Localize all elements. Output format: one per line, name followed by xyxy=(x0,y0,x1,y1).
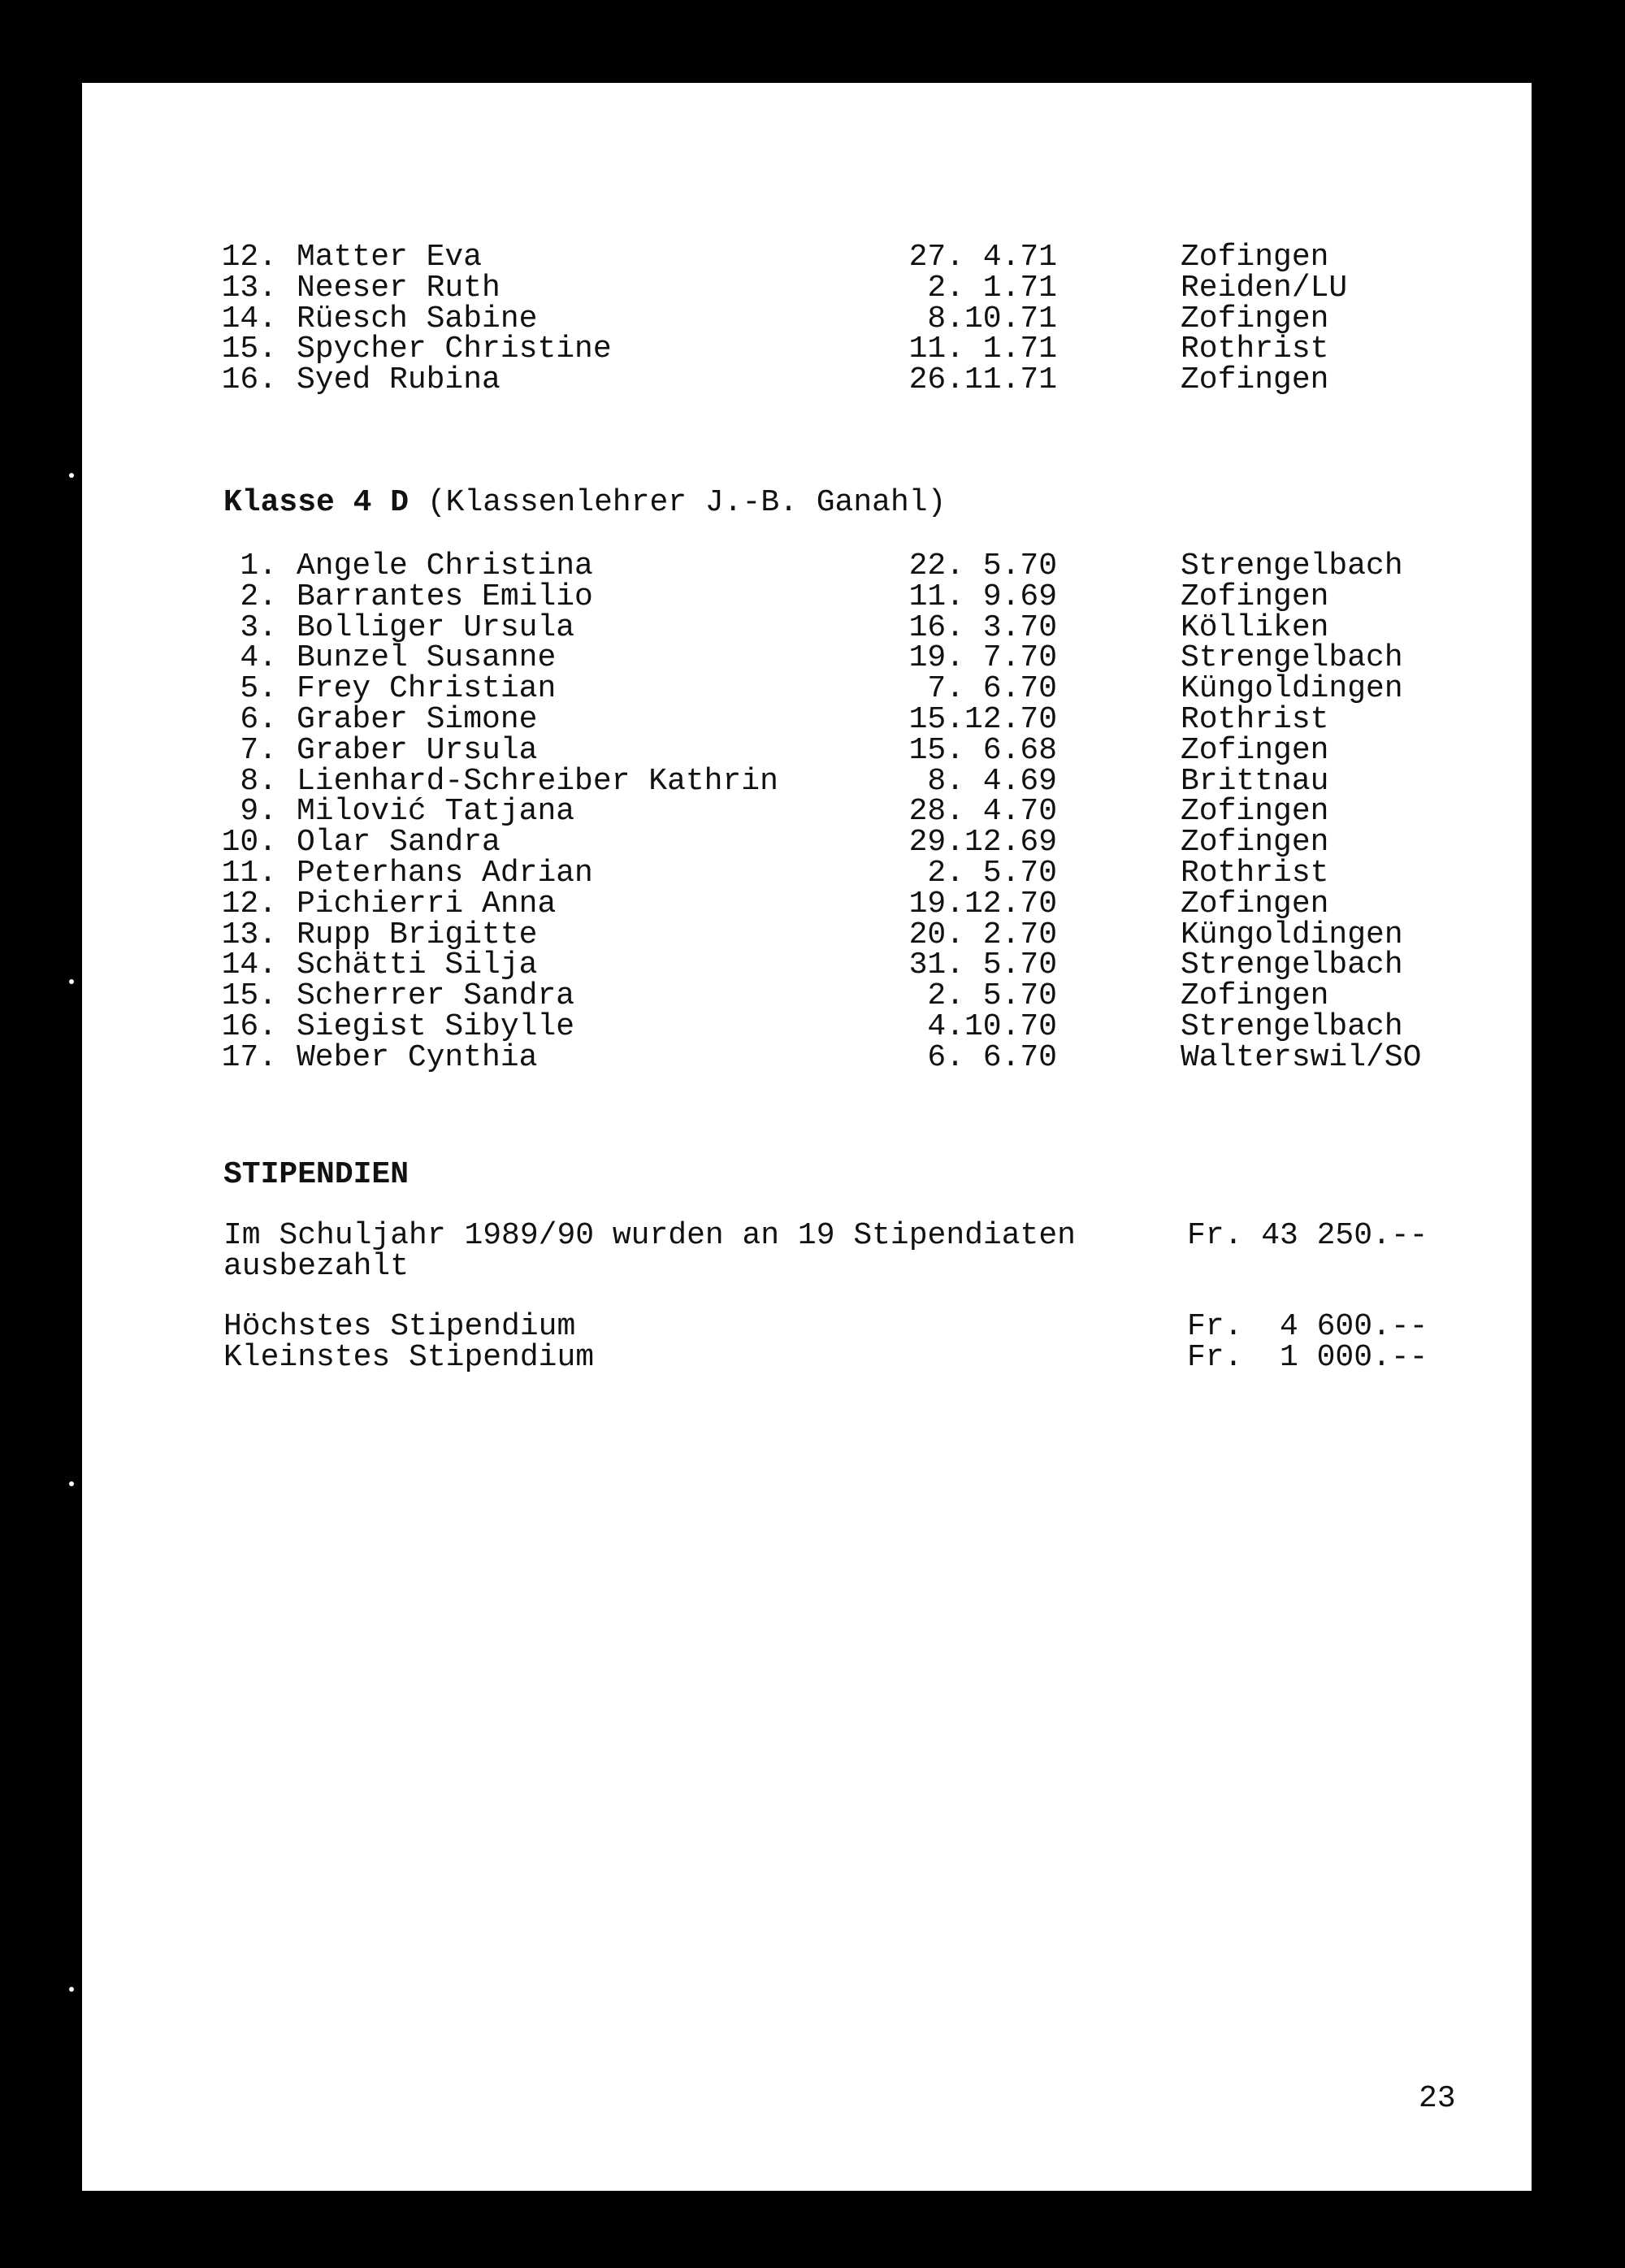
birth-date: 19.12.70 xyxy=(908,886,1057,922)
student-name: Barrantes Emilio xyxy=(297,579,593,614)
list-row xyxy=(82,702,1532,737)
student-name: Siegist Sibylle xyxy=(297,1009,575,1044)
home-town: Zofingen xyxy=(1181,240,1329,275)
row-number: 9. xyxy=(240,794,277,830)
birth-date: 27. 4.71 xyxy=(908,240,1057,275)
home-town: Küngoldingen xyxy=(1181,671,1403,707)
home-town: Küngoldingen xyxy=(1181,917,1403,952)
birth-date: 2. 5.70 xyxy=(927,978,1057,1014)
home-town: Strengelbach xyxy=(1181,1009,1403,1044)
stipendien-heading: STIPENDIEN xyxy=(223,1157,410,1192)
list-row xyxy=(82,856,1532,891)
birth-date: 20. 2.70 xyxy=(908,917,1057,952)
home-town: Kölliken xyxy=(1181,609,1329,645)
row-number: 2. xyxy=(240,579,277,614)
birth-date: 7. 6.70 xyxy=(927,671,1057,707)
birth-date: 11. 1.71 xyxy=(908,332,1057,367)
birth-date: 11. 9.69 xyxy=(908,579,1057,614)
list-row xyxy=(82,362,1532,398)
row-number: 16. xyxy=(221,1009,277,1044)
stipendien-line-1: Im Schuljahr 1989/90 wurden an 19 Stipendiaten xyxy=(223,1218,1076,1253)
document-page xyxy=(82,83,1532,2191)
row-number: 6. xyxy=(240,702,277,737)
student-name: Bolliger Ursula xyxy=(297,609,575,645)
student-name: Milović Tatjana xyxy=(297,794,575,830)
birth-date: 8. 4.69 xyxy=(927,763,1057,799)
student-name: Angele Christina xyxy=(297,549,593,583)
birth-date: 29.12.69 xyxy=(908,825,1057,861)
home-town: Zofingen xyxy=(1181,978,1329,1014)
birth-date: 6. 6.70 xyxy=(927,1039,1057,1075)
highest-stipend-label: Höchstes Stipendium xyxy=(223,1309,576,1344)
row-number: 15. xyxy=(221,978,277,1014)
row-number: 7. xyxy=(240,732,277,768)
class-heading xyxy=(223,485,947,520)
birth-date: 2. 1.71 xyxy=(927,270,1057,306)
student-name: Olar Sandra xyxy=(297,825,500,861)
home-town: Rothrist xyxy=(1181,856,1329,891)
list-row xyxy=(82,825,1532,861)
row-number: 3. xyxy=(240,609,277,645)
class-heading-bold: Klasse 4 D xyxy=(223,485,410,520)
row-number: 8. xyxy=(240,763,277,799)
row-number: 12. xyxy=(221,240,277,275)
row-number: 14. xyxy=(221,948,277,983)
list-row xyxy=(82,978,1532,1014)
birth-date: 15. 6.68 xyxy=(908,732,1057,768)
list-row xyxy=(82,609,1532,645)
home-town: Brittnau xyxy=(1181,763,1329,799)
home-town: Zofingen xyxy=(1181,362,1329,398)
birth-date: 16. 3.70 xyxy=(908,609,1057,645)
birth-date: 8.10.71 xyxy=(927,301,1057,336)
highest-stipend-amount: Fr. 4 600.-- xyxy=(1187,1309,1428,1344)
scan-speck xyxy=(69,1987,74,1992)
home-town: Zofingen xyxy=(1181,794,1329,830)
student-name: Graber Simone xyxy=(297,702,538,737)
lowest-stipend-amount: Fr. 1 000.-- xyxy=(1187,1340,1428,1375)
list-row xyxy=(82,732,1532,768)
lowest-stipend-label: Kleinstes Stipendium xyxy=(223,1340,595,1375)
student-name: Lienhard-Schreiber Kathrin xyxy=(297,763,778,799)
row-number: 14. xyxy=(221,301,277,336)
row-number: 1. xyxy=(240,549,277,583)
list-row xyxy=(82,794,1532,830)
class-heading-teacher: (Klassenlehrer J.-B. Ganahl) xyxy=(409,485,947,520)
student-name: Bunzel Susanne xyxy=(297,640,557,676)
row-number: 13. xyxy=(221,917,277,952)
list-row xyxy=(82,270,1532,306)
student-name: Weber Cynthia xyxy=(297,1039,538,1075)
student-name: Frey Christian xyxy=(297,671,557,707)
home-town: Zofingen xyxy=(1181,732,1329,768)
list-row xyxy=(82,948,1532,983)
student-name: Spycher Christine xyxy=(297,332,612,367)
birth-date: 2. 5.70 xyxy=(927,856,1057,891)
list-row xyxy=(82,1009,1532,1044)
birth-date: 19. 7.70 xyxy=(908,640,1057,676)
stipendien-line-2: ausbezahlt xyxy=(223,1249,410,1284)
row-number: 11. xyxy=(221,856,277,891)
birth-date: 15.12.70 xyxy=(908,702,1057,737)
home-town: Zofingen xyxy=(1181,301,1329,336)
student-name: Rupp Brigitte xyxy=(297,917,538,952)
student-name: Neeser Ruth xyxy=(297,270,500,306)
row-number: 5. xyxy=(240,671,277,707)
list-row xyxy=(82,549,1532,583)
list-row xyxy=(82,579,1532,614)
row-number: 17. xyxy=(221,1039,277,1075)
row-number: 15. xyxy=(221,332,277,367)
row-number: 13. xyxy=(221,270,277,306)
student-name: Rüesch Sabine xyxy=(297,301,538,336)
home-town: Zofingen xyxy=(1181,825,1329,861)
list-row xyxy=(82,763,1532,799)
scan-speck xyxy=(69,979,74,984)
home-town: Rothrist xyxy=(1181,332,1329,367)
row-number: 12. xyxy=(221,886,277,922)
birth-date: 22. 5.70 xyxy=(908,549,1057,583)
home-town: Walterswil/SO xyxy=(1181,1039,1422,1075)
list-row xyxy=(82,301,1532,336)
home-town: Strengelbach xyxy=(1181,640,1403,676)
list-row xyxy=(82,1039,1532,1075)
student-name: Pichierri Anna xyxy=(297,886,557,922)
birth-date: 4.10.70 xyxy=(927,1009,1057,1044)
page-number: 23 xyxy=(1419,2081,1456,2116)
student-name: Peterhans Adrian xyxy=(297,856,593,891)
home-town: Strengelbach xyxy=(1181,948,1403,983)
birth-date: 26.11.71 xyxy=(908,362,1057,398)
home-town: Strengelbach xyxy=(1181,549,1403,583)
list-row xyxy=(82,671,1532,707)
row-number: 16. xyxy=(221,362,277,398)
student-name: Schätti Silja xyxy=(297,948,538,983)
list-row xyxy=(82,640,1532,676)
student-name: Scherrer Sandra xyxy=(297,978,575,1014)
home-town: Zofingen xyxy=(1181,579,1329,614)
student-name: Syed Rubina xyxy=(297,362,500,398)
birth-date: 28. 4.70 xyxy=(908,794,1057,830)
stipendien-total-amount: Fr. 43 250.-- xyxy=(1187,1218,1428,1253)
home-town: Zofingen xyxy=(1181,886,1329,922)
row-number: 10. xyxy=(221,825,277,861)
list-row xyxy=(82,886,1532,922)
birth-date: 31. 5.70 xyxy=(908,948,1057,983)
row-number: 4. xyxy=(240,640,277,676)
scan-speck xyxy=(69,473,74,478)
list-row xyxy=(82,332,1532,367)
list-row xyxy=(82,240,1532,275)
student-name: Matter Eva xyxy=(297,240,483,275)
home-town: Rothrist xyxy=(1181,702,1329,737)
home-town: Reiden/LU xyxy=(1181,270,1348,306)
list-row xyxy=(82,917,1532,952)
scan-speck xyxy=(69,1481,74,1486)
student-name: Graber Ursula xyxy=(297,732,538,768)
